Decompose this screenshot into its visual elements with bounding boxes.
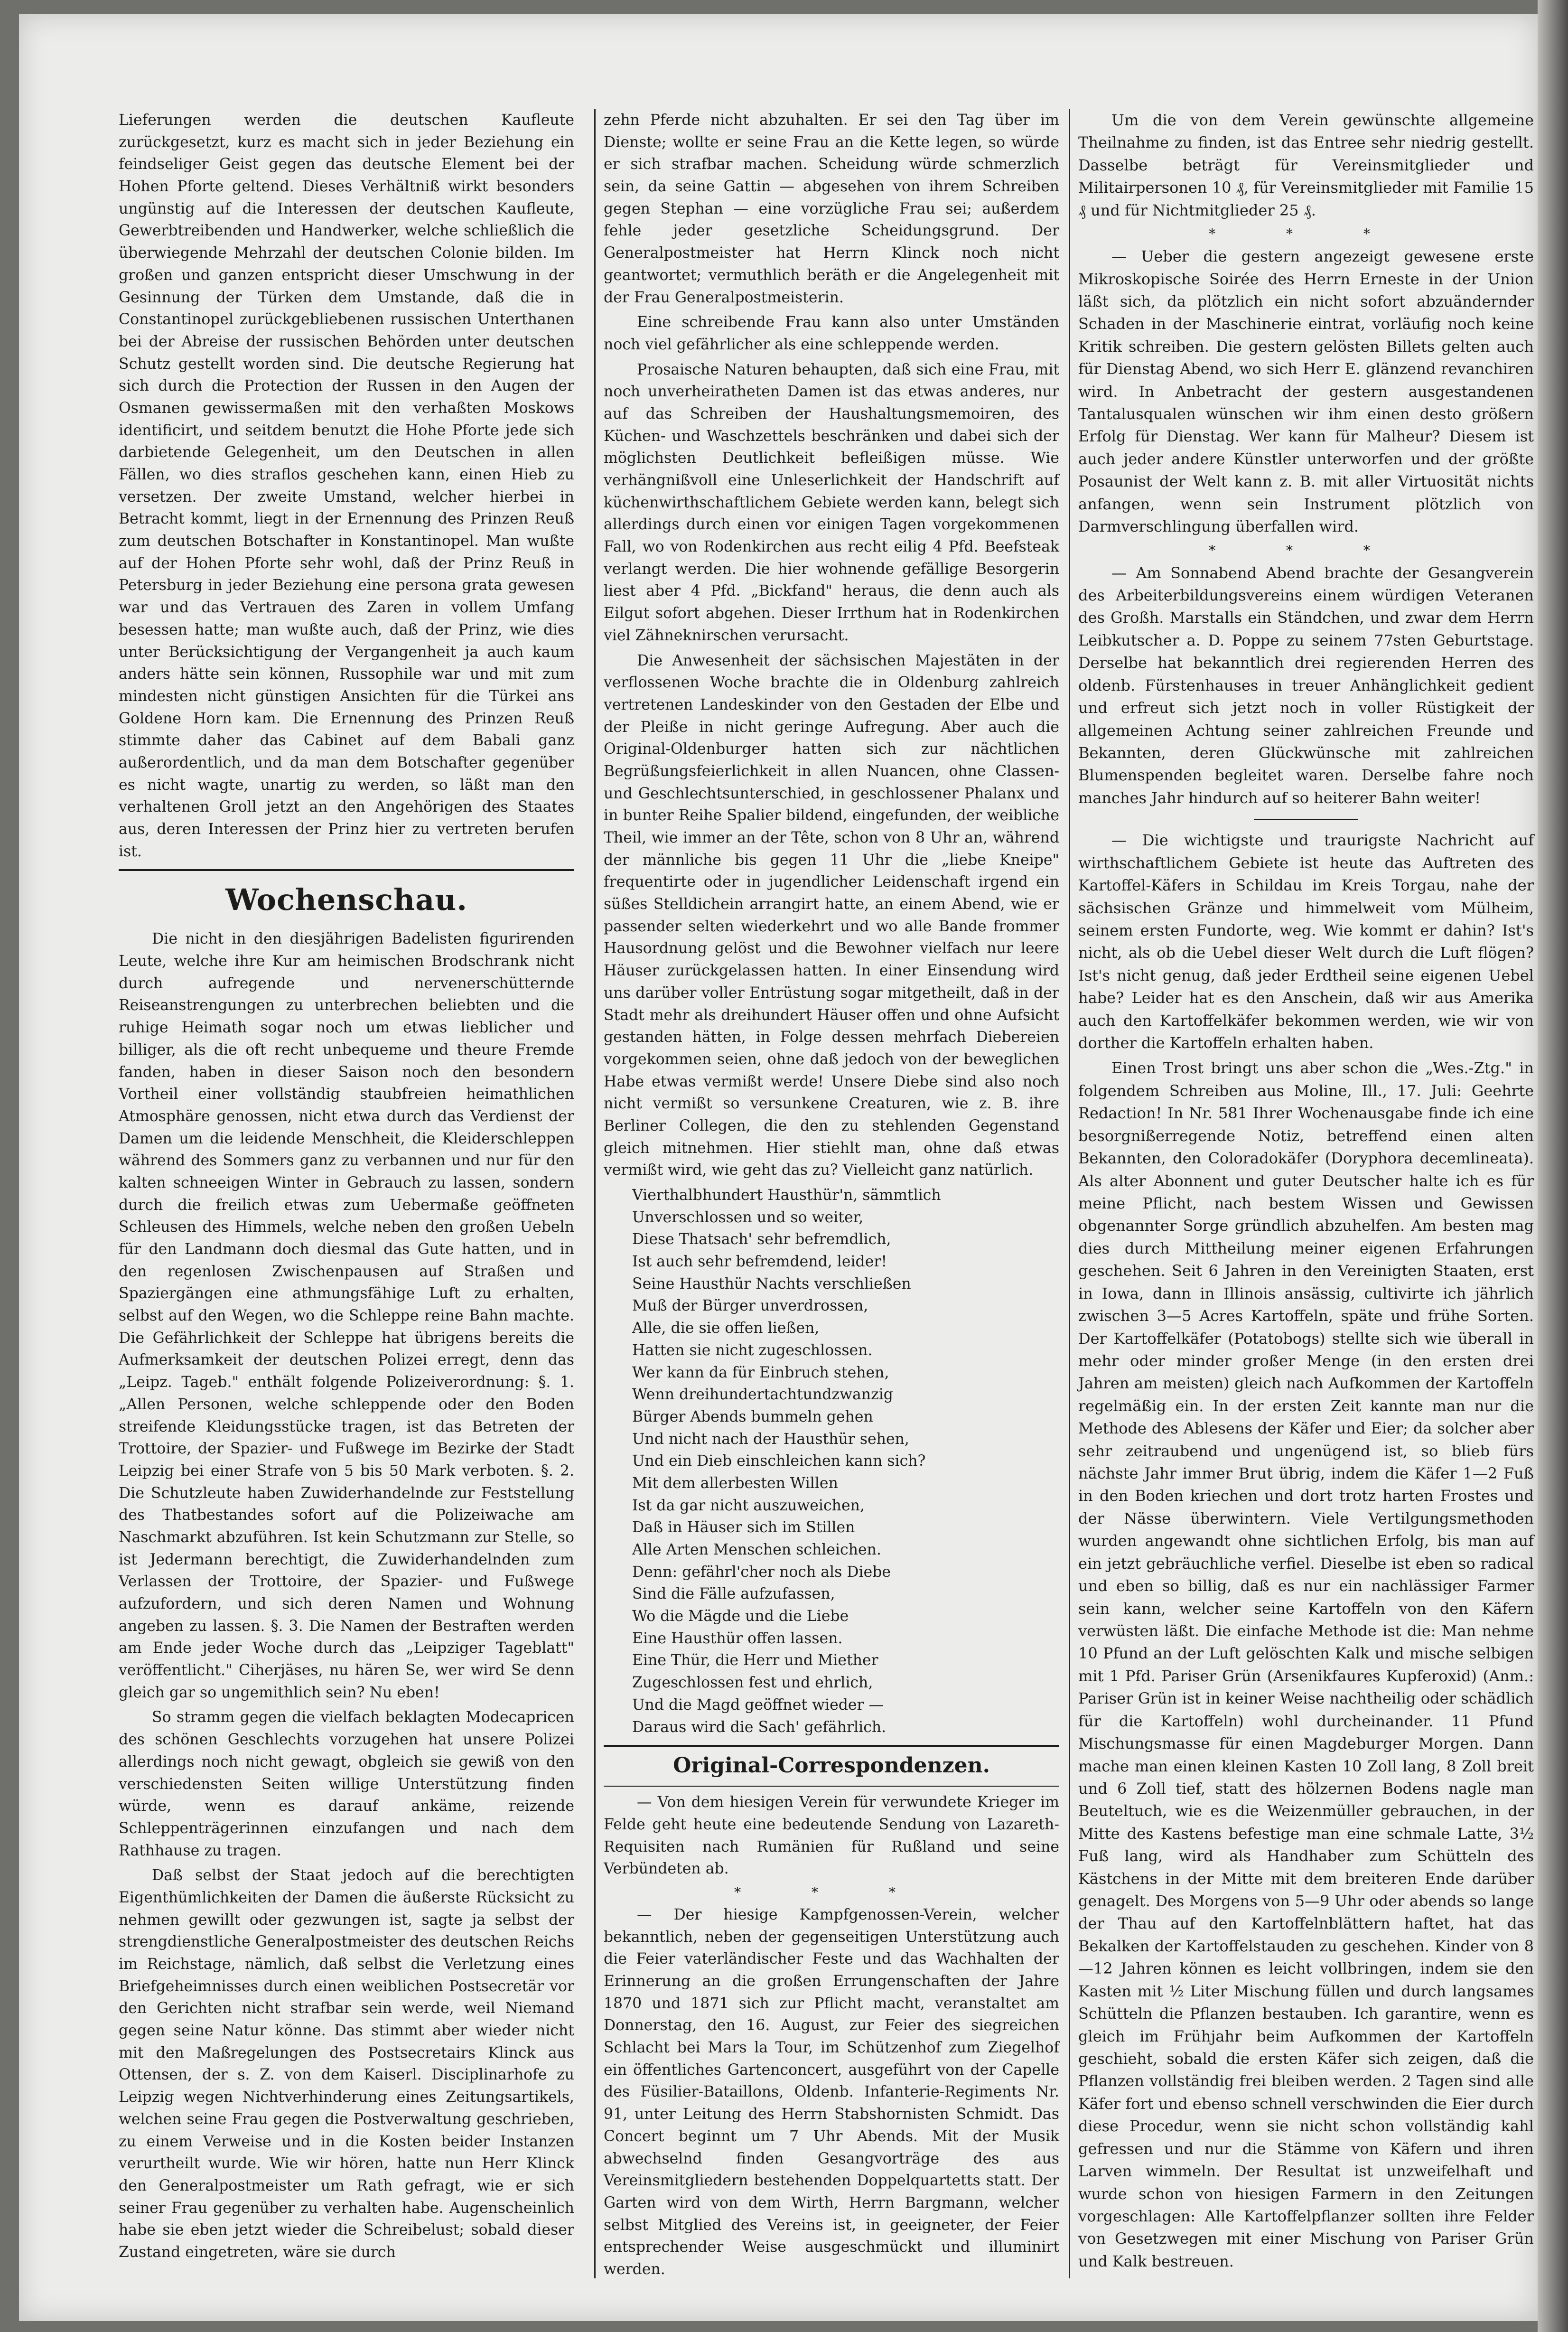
column-rule-2 [1069, 109, 1070, 2278]
poem-line: Sind die Fälle aufzufassen, [632, 1585, 835, 1603]
column-3 [1078, 109, 1534, 2276]
section-divider [119, 869, 574, 871]
asterism-divider: * * * [1209, 226, 1403, 242]
poem-line: Wenn dreihundertachtundzwanzig [632, 1386, 893, 1404]
poem [604, 1184, 1059, 1738]
poem-line: Hatten sie nicht zugeschlossen. [632, 1341, 873, 1359]
poem-line: Wer kann da für Einbruch stehen, [632, 1364, 889, 1381]
section-divider [604, 1745, 1059, 1747]
article-paragraph: — Der hiesige Kampfgenossen-Verein, welcher bekanntlich, neben der gegenseitigen Unterstützung auch die Feier vaterländischer Feste und das Wachhalten der Erinnerung an die großen Errungenschaften der Jahre 1870 und 1871 sich zur Pflicht macht, veranstaltet am Donnerstag, den 16. August, zur Feier des siegreichen Schlacht bei Mars la Tour, im Schützenhof zum Ziegelhof ein öffentliches Gartenconcert, ausgeführt von der Capelle des Füsilier-Bataillons, Oldenb. Infanterie-Regiments Nr. 91, unter Leitung des Herrn Stabshornisten Schmidt. Das Concert beginnt um 7 Uhr Abends. Mit der Musik abwechselnd finden Gesangvorträge des aus Vereinsmitgliedern bestehenden Doppelquartetts statt. Der Garten wird von dem Wirth, Herrn Bargmann, welcher selbst Mitglied des Vereins ist, in geeigneter, der Feier entsprechender Weise ausgeschmückt und illuminirt werden. [604, 1906, 1059, 2278]
column-rule-1 [594, 109, 596, 2278]
poem-line: Und ein Dieb einschleichen kann sich? [632, 1452, 926, 1470]
poem-line: Ist auch sehr befremdend, leider! [632, 1253, 887, 1271]
article-paragraph: Daß selbst der Staat jedoch auf die berechtigten Eigenthümlichkeiten der Damen die äußerste Rücksicht zu nehmen gewillt oder gezwungen ist, sagte ja selbst der strengdienstliche Generalpostmeister des deutschen Reichs im Reichstage, nämlich, daß selbst die Verletzung eines Briefgeheimnisses durch einen weiblichen Postsecretär vor den Gerichten nicht strafbar sein werde, weil Niemand gegen seine Natur könne. Das stimmt aber wieder nicht mit den Maßregelungen des Postsecretairs Klinck aus Ottensen, der s. Z. von dem Kaiserl. Disciplinarhofe zu Leipzig wegen Nichtverhinderung eines Zeitungsartikels, welchen seine Frau gegen die Postverwaltung geschrieben, zu einem Verweise und in die Kosten beider Instanzen verurtheilt wurde. Wie wir hören, hatte nun Herr Klinck den Generalpostmeister um Rath gefragt, wie er sich seiner Frau gegenüber zu verhalten habe. Augenscheinlich habe sie eben jetzt wieder die Schreibelust; sobald dieser Zustand eingetreten, wäre sie durch [119, 1867, 574, 2261]
article-paragraph: Einen Trost bringt uns aber schon die „Wes.-Ztg." in folgendem Schreiben aus Moline, Ill., 17. Juli: Geehrte Redaction! In Nr. 581 Ihrer Wochenausgabe finde ich eine besorgnißerregende Notiz, betreffend einen alten Bekannten, den Coloradokäfer (Doryphora decemlineata). Als alter Abonnent und guter Deutscher halte ich es für meine Pflicht, nach bestem Wissen und Gewissen obgenannter Sorge gründlich abzuhelfen. Am besten mag dies durch Mittheilung meiner eigenen Erfahrungen geschehen. Seit 6 Jahren in den Vereinigten Staaten, erst in Iowa, dann in Illinois ansässig, cultivirte ich jährlich zwischen 3—5 Acres Kartoffeln, späte und frühe Sorten. Der Kartoffelkäfer (Potatobogs) stellte sich wie überall in mehr oder minder großer Menge (in den ersten drei Jahren am meisten) gleich nach Aufkommen der Kartoffeln regelmäßig ein. In der ersten Zeit kannte man nur die Methode des Ablesens der Käfer und Eier; da solcher aber sehr zeitraubend und ungenügend ist, so blieb fürs nächste Jahr immer Brut übrig, indem die Käfer 1—2 Fuß in den Boden kriechen und dort trotz harten Frostes und der Nässe überwintern. Viele Vertilgungsmethoden wurden angewandt ohne sichtlichen Erfolg, bis man auf ein jetzt gebräuchliche verfiel. Dieselbe ist eben so radical und eben so billig, daß es nur ein nachlässiger Farmer sein kann, welcher seine Kartoffeln von den Käfern verwüsten läßt. Die einfache Methode ist die: Man nehme 10 Pfund an der Luft gelöschten Kalk und mische selbigen mit 1 Pfd. Pariser Grün (Arsenikfaures Kupferoxid) (Anm.: Pariser Grün ist in keiner Weise nachtheilig oder schädlich für die Kartoffeln) wohl durcheinander. 11 Pfund Mischungsmasse für einen Magdeburger Morgen. Dann mache man einen kleinen Kasten 10 Zoll lang, 8 Zoll breit und 6 Zoll tief, statt des hölzernen Bodens nagle man Beuteltuch, wie es die Weizenmüller gebrauchen, in der Mitte des Kastens befestige man eine schmale Latte, 3½ Fuß lang, wird als Handhaber zum Schütteln des Kästchens in der Mitte mit dem breiteren Ende darüber genagelt. Des Morgens von 5—9 Uhr oder abends so lange der Thau auf den Kartoffelnblättern haftet, hat das Bekalken der Kartoffelstauden zu geschehen. Kinder von 8—12 Jahren können es leicht vollbringen, indem sie den Kasten mit ½ Liter Mischung füllen und durch langsames Schütteln die Pflanzen bestauben. Ich garantire, wenn es gleich im Frühjahr beim Aufkommen der Kartoffeln geschieht, sobald die ersten Käfer sich zeigen, daß die Pflanzen vollständig frei bleiben werden. 2 Tagen sind alle Käfer fort und ebenso schnell verschwinden die Eier durch diese Procedur, wenn sie nicht schon vollständig kahl gefressen und nur die Stämme von Käfern und ihren Larven wimmeln. Der Resultat ist unzweifelhaft und wurde schon von hiesigen Farmern in den Zeitungen vorgeschlagen: Alle Kartoffelpflanzer sollten ihre Felder von Gesetzwegen mit einer Mischung von Pariser Grün und Kalk bestreuen. [1078, 1059, 1534, 2270]
poem-line: Daraus wird die Sach' gefährlich. [632, 1718, 887, 1736]
poem-line: Mit dem allerbesten Willen [632, 1474, 838, 1492]
article-paragraph: — Am Sonnabend Abend brachte der Gesangverein des Arbeiterbildungsvereins einem würdigen Veteranen des Großh. Marstalls ein Ständchen, und zwar dem Herrn Leibkutscher a. D. Poppe zu seinem 77sten Geburtstage. Derselbe hat bekanntlich drei regierenden Herren des oldenb. Fürstenhauses in treuer Anhänglichkeit gedient und erfreut sich jetzt noch in voller Rüstigkeit der allgemeinen Achtung seiner zahlreichen Freunde und Bekannten, deren Glückwünsche mit zahlreichen Blumenspenden begleitet waren. Derselbe fahre noch manches Jahr hindurch auf so heiterer Bahn weiter! [1078, 563, 1534, 807]
poem-line: Ist da gar nicht auszuweichen, [632, 1497, 865, 1514]
article-paragraph: Eine schreibende Frau kann also unter Umständen noch viel gefährlicher als eine schleppende werden. [604, 314, 1059, 353]
column-1 [119, 109, 574, 2266]
poem-line: Bürger Abends bummeln gehen [632, 1408, 873, 1425]
article-paragraph: Lieferungen werden die deutschen Kaufleute zurückgesetzt, kurz es macht sich in jeder Beziehung ein feindseliger Geist gegen das deutsche Element bei der Hohen Pforte geltend. Dieses Verhältniß wirkt besonders ungünstig auf die Interessen der deutschen Kaufleute, Gewerbtreibenden und Handwerker, welche schließlich die überwiegende Mehrzahl der deutschen Colonie bilden. Im großen und ganzen entspricht dieser Umschwung in der Gesinnung der Türken dem Umstande, daß die in Constantinopel zurückgebliebenen russischen Unterthanen bei der Abreise der russischen Behörden unter deutschen Schutz gestellt worden sind. Die deutsche Regierung hat sich durch die Protection der Russen in den Augen der Osmanen gewissermaßen mit den verhaßten Moskows identificirt, und seitdem benutzt die Hohe Pforte jede sich darbietende Gelegenheit, um den Deutschen in allen Fällen, wo dies straflos geschehen kann, einen Hieb zu versetzen. Der zweite Umstand, welcher hierbei in Betracht kommt, liegt in der Ernennung des Prinzen Reuß zum deutschen Botschafter in Konstantinopel. Man wußte auf der Hohen Pforte sehr wohl, daß der Prinz Reuß in Petersburg in jeder Beziehung eine persona grata gewesen war und das Vertrauen des Zaren in vollem Umfang besessen hatte; man wußte auch, daß der Prinz, wie dies unter Berücksichtigung der Vergangenheit ja auch kaum anders hätte sein können, Russophile war und mit zum mindesten nicht günstigen Ansichten für die Türkei ans Goldene Horn kam. Die Ernennung des Prinzen Reuß stimmte daher das Cabinet auf dem Babali ganz außerordentlich, und da man dem Botschafter gegenüber es nicht wagte, unartig zu werden, so läßt man den verhaltenen Groll jetzt an den Angehörigen des Staates aus, deren Interessen der Prinz hier zu vertreten berufen ist. [119, 112, 574, 860]
article-paragraph: Die Anwesenheit der sächsischen Majestäten in der verflossenen Woche brachte die in Oldenburg zahlreich vertretenen Landeskinder von den Gestaden der Elbe und der Pleiße in nicht geringe Aufregung. Aber auch die Original-Oldenburger hatten sich zur nächtlichen Begrüßungsfeierlichkeit in allen Nuancen, ohne Classen- und Geschlechtsunterschied, in geschlossener Phalanx und in bunter Reihe Spalier bildend, eingefunden, der weibliche Theil, wie immer an der Tête, schon von 8 Uhr an, während der männliche bis gegen 11 Uhr die „liebe Kneipe" frequentirte oder in jugendlicher Leidenschaft irgend ein süßes Stelldichein arrangirt hatte, an einem Abend, wie er passender selten wiederkehrt und wo alle Bande frommer Hausordnung gelöst und die Bewohner vielfach nur leere Häuser zurückgelassen hatten. In einer Einsendung wird uns darüber voller Entrüstung sogar mitgetheilt, daß in der Stadt mehr als dreihundert Häuser offen und ohne Aufsicht gestanden hätten, in Folge dessen mehrfach Diebereien vorgekommen seien, ohne daß jedoch von der beweglichen Habe etwas vermißt werde! Unsere Diebe sind also noch nicht vermißt so versunkene Creaturen, wie z. B. ihre Berliner Collegen, die den zu stehlenden Gegenstand gleich mitnehmen. Hier stiehlt man, ohne daß etwas vermißt wird, wie geht das zu? Vielleicht ganz natürlich. [604, 652, 1059, 1179]
poem-line: Und nicht nach der Hausthür sehen, [632, 1430, 909, 1448]
page-gutter [1538, 0, 1568, 2332]
poem-line: Alle, die sie offen ließen, [632, 1320, 820, 1337]
article-paragraph: — Die wichtigste und traurigste Nachricht auf wirthschaftlichem Gebiete ist heute das Auftreten des Kartoffel-Käfers in Schildau im Kreis Torgau, nahe der sächsischen Gränze und himmelweit vom Mülheim, seinem ersten Fundorte, weg. Wie kommt er dahin? Ist's nicht, als ob die Uebel dieser Welt durch die Luft flögen? Ist's nicht genug, daß jeder Erdtheil seine eigenen Uebel habe? Leider hat es den Anschein, daß wir aus Amerika auch den Kartoffelkäfer bekommen werden, wie wir von dorther die Kartoffeln erhalten haben. [1078, 831, 1534, 1052]
article-paragraph: zehn Pferde nicht abzuhalten. Er sei den Tag über im Dienste; wollte er seine Frau an die Kette legen, so würde er sich strafbar machen. Scheidung würde schmerzlich sein, da seine Gattin — abgesehen von ihrem Schreiben gegen Stephan — eine vorzügliche Frau sei; außerdem fehle jeder gesetzliche Scheidungsgrund. Der Generalpostmeister hat Herrn Klinck noch nicht geantwortet; vermuthlich beräth er die Angelegenheit mit der Frau Generalpostmeisterin. [604, 112, 1059, 306]
poem-line: Eine Hausthür offen lassen. [632, 1630, 843, 1647]
poem-line: Muß der Bürger unverdrossen, [632, 1297, 868, 1315]
poem-line: Diese Thatsach' sehr befremdlich, [632, 1231, 891, 1248]
poem-line: Wo die Mägde und die Liebe [632, 1608, 849, 1625]
short-divider [1254, 819, 1358, 820]
poem-line: Und die Magd geöffnet wieder — [632, 1696, 884, 1714]
asterism-divider: * * * [1209, 542, 1403, 558]
article-paragraph: — Von dem hiesigen Verein für verwundete Krieger im Felde geht heute eine bedeutende Sendung von Lazareth-Requisiten nach Rumänien für Rußland und seine Verbündeten ab. [604, 1794, 1059, 1878]
poem-line: Daß in Häuser sich im Stillen [632, 1519, 855, 1536]
article-paragraph: Um die von dem Verein gewünschte allgemeine Theilnahme zu finden, ist das Entree sehr niedrig gestellt. Dasselbe beträgt für Vereinsmitglieder und Militairpersonen 10 ₰, für Vereinsmitglieder mit Familie 15 ₰ und für Nichtmitglieder 25 ₰. [1078, 111, 1534, 219]
section-divider-thin [604, 1786, 1059, 1787]
poem-line: Seine Hausthür Nachts verschließen [632, 1275, 911, 1292]
asterism-divider: * * * [734, 1884, 929, 1900]
article-paragraph: Prosaische Naturen behaupten, daß sich eine Frau, mit noch unverheiratheten Damen ist das etwas anderes, nur auf das Schreiben der Haushaltungsmemoiren, des Küchen- und Waschzettels beschränken und dabei sich der möglichsten Deutlichkeit befleißigen müsse. Wie verhängnißvoll eine Unleserlichkeit der Handschrift auf küchenwirthschaftlichem Gebiete werden kann, belegt sich allerdings durch einen vor einigen Tagen vorgekommenen Fall, wo von Rodenkirchen aus recht eilig 4 Pfd. Beefsteak verlangt werden. Die hier wohnende gefällige Besorgerin liest aber 4 Pfd. „Bickfand" heraus, die denn auch als Eilgut sofort abgehen. Dieser Irrthum hat in Rodenkirchen viel Zähneknirschen verursacht. [604, 361, 1059, 644]
poem-line: Denn: gefährl'cher noch als Diebe [632, 1563, 891, 1581]
poem-line: Unverschlossen und so weiter, [632, 1208, 864, 1226]
poem-line: Eine Thür, die Herr und Miether [632, 1652, 878, 1669]
article-paragraph: — Ueber die gestern angezeigt gewesene erste Mikroskopische Soirée des Herrn Erneste in der Union läßt sich, da plötzlich ein nicht sofort abzuändernder Schaden in der Maschinerie eintrat, vorläufig noch keine Kritik schreiben. Die gestern gelösten Billets gelten auch für Dienstag Abend, wo sich Herr E. glänzend revanchiren wird. In Anbetracht der gestern ausgestandenen Tantalusqualen wünschen wir ihm einen desto größern Erfolg für Dienstag. Wer kann für Malheur? Diesem ist auch jeder andere Künstler unterworfen und der größte Posaunist der Welt kann z. B. mit aller Virtuosität nichts anfangen, wenn sein Instrument plötzlich von Darmverschlingung überfallen wird. [1078, 247, 1534, 536]
poem-line: Alle Arten Menschen schleichen. [632, 1541, 881, 1558]
section-title-original-correspondenzen: Original-Correspondenzen. [673, 1753, 990, 1778]
article-paragraph: So stramm gegen die vielfach beklagten Modecapricen des schönen Geschlechts vorzugehen hat unsere Polizei allerdings noch nicht gewagt, obgleich sie gewiß von den verschiedensten Seiten willige Unterstützung finden würde, wenn es darauf ankäme, reizende Schleppenträgerinnen einzufangen und nach dem Rathhause zu tragen. [119, 1709, 574, 1859]
column-2 [604, 109, 1059, 2284]
poem-line: Vierthalbhundert Hausthür'n, sämmtlich [632, 1187, 941, 1204]
poem-line: Zugeschlossen fest und ehrlich, [632, 1674, 873, 1692]
article-paragraph: Die nicht in den diesjährigen Badelisten figurirenden Leute, welche ihre Kur am heimischen Brodschrank nicht durch aufregende und nervenerschütternde Reiseanstrengungen zu unterbrechen beliebten und die ruhige Heimath sogar noch um etwas lieblicher und billiger, als die oft recht unbequeme und theure Fremde fanden, haben in dieser Saison noch den besondern Vortheil einer vollständig staubfreien heimathlichen Atmosphäre genossen, nicht etwa durch das Verdienst der Damen um die leidende Menschheit, die Kleiderschleppen während des Sommers ganz zu verbannen und nur für den kalten schneeigen Winter in Gebrauch zu lassen, sondern durch die freilich etwas zum Uebermaße geöffneten Schleusen des Himmels, welche neben den großen Uebeln für den Landmann doch diesmal das Gute hatten, und in den regenlosen Zwischenpausen auf Straßen und Spaziergängen eine athmungsfähige Luft zu erhalten, selbst auf den Wegen, wo die Schleppe reine Bahn machte. Die Gefährlichkeit der Schleppe hat übrigens bereits die Aufmerksamkeit der deutschen Polizei erregt, denn das „Leipz. Tageb." enthält folgende Polizeiverordnung: §. 1. „Allen Personen, welche schleppende oder den Boden streifende Kleidungsstücke tragen, ist das Betreten der Trottoire, der Spazier- und Fußwege im Bezirke der Stadt Leipzig bei einer Strafe von 5 bis 50 Mark verboten. §. 2. Die Schutzleute haben Zuwiderhandelnde zur Feststellung des Thatbestandes sofort auf die Polizeiwache am Naschmarkt abzuführen. Ist kein Schutzmann zur Stelle, so ist Jedermann berechtigt, die Zuwiderhandelnden zum Verlassen der Trottoire, der Spazier- und Fußwege aufzufordern, und sich deren Namen und Wohnung angeben zu lassen. §. 3. Die Namen der Bestraften werden am Ende jeder Woche durch das „Leipziger Tageblatt" veröffentlicht." Ciherjäses, nu hären Se, wer wird Se denn gleich gar so ungemithlich sein? Nu eben! [119, 930, 574, 1701]
section-title-wochenschau: Wochenschau. [225, 882, 467, 918]
